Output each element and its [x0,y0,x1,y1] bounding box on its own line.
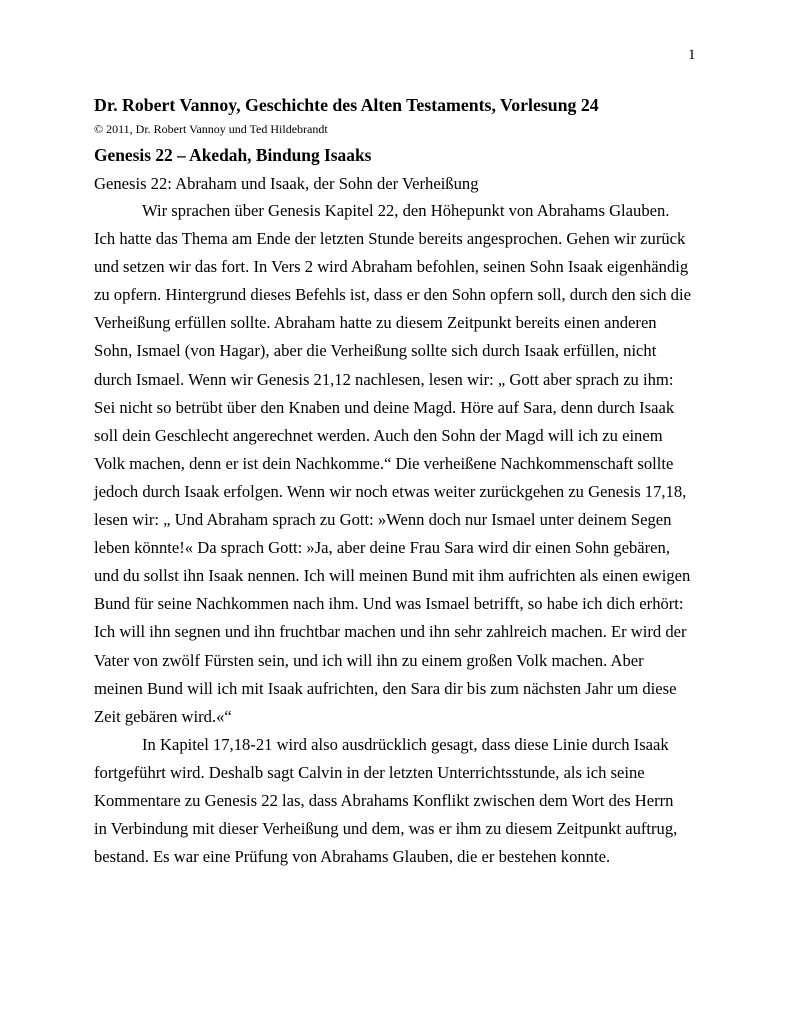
paragraph-2 [94,731,714,871]
document-title: Dr. Robert Vannoy, Geschichte des Alten Testaments, Vorlesung 24 [94,95,599,115]
text-line: und setzen wir das fort. In Vers 2 wird Abraham befohlen, seinen Sohn Isaak eigenhändig [94,257,689,277]
text-line: Volk machen, denn er ist dein Nachkomme.“ Die verheißene Nachkommenschaft sollte [94,453,674,473]
text-line: Vater von zwölf Fürsten sein, und ich will ihn zu einem großen Volk machen. Aber [94,650,644,670]
text-line: zu opfern. Hintergrund dieses Befehls ist, dass er den Sohn opfern soll, durch den sich die [94,285,691,305]
text-line: meinen Bund will ich mit Isaak aufrichten, den Sara dir bis zum nächsten Jahr um diese [94,678,677,698]
text-line: In Kapitel 17,18-21 wird also ausdrücklich gesagt, dass diese Linie durch Isaak [142,734,669,754]
text-line: Ich hatte das Thema am Ende der letzten Stunde bereits angesprochen. Gehen wir zurück [94,229,686,249]
text-line: soll dein Geschlecht angerechnet werden. Auch den Sohn der Magd will ich zu einem [94,425,663,445]
text-line: Verheißung erfüllen sollte. Abraham hatte zu diesem Zeitpunkt bereits einen anderen [94,313,657,333]
paragraph-1 [94,197,714,731]
page-number: 1 [688,47,696,63]
text-line: bestand. Es war eine Prüfung von Abrahams Glauben, die er bestehen konnte. [94,847,611,867]
text-line: leben könnte!« Da sprach Gott: »Ja, aber deine Frau Sara wird dir einen Sohn gebären, [94,538,670,558]
text-line: lesen wir: „ Und Abraham sprach zu Gott: »Wenn doch nur Ismael unter deinem Segen [94,510,672,530]
document-body [94,94,714,871]
text-line: in Verbindung mit dieser Verheißung und dem, was er ihm zu diesem Zeitpunkt auftrug, [94,819,678,839]
text-line: jedoch durch Isaak erfolgen. Wenn wir noch etwas weiter zurückgehen zu Genesis 17,18, [94,481,687,501]
text-line: Ich will ihn segnen und ihn fruchtbar machen und ihn sehr zahlreich machen. Er wird der [94,622,687,642]
text-line: Sei nicht so betrübt über den Knaben und deine Magd. Höre auf Sara, denn durch Isaak [94,397,675,417]
text-line: Sohn, Ismael (von Hagar), aber die Verheißung sollte sich durch Isaak erfüllen, nicht [94,341,657,361]
text-line: Wir sprachen über Genesis Kapitel 22, den Höhepunkt von Abrahams Glauben. [142,201,670,220]
text-line: Bund für seine Nachkommen nach ihm. Und was Ismael betrifft, so habe ich dich erhört: [94,594,684,614]
text-line: und du sollst ihn Isaak nennen. Ich will meinen Bund mit ihm aufrichten als einen ewigen [94,566,691,586]
text-line: Zeit gebären wird.«“ [94,706,232,726]
text-line: durch Ismael. Wenn wir Genesis 21,12 nachlesen, lesen wir: „ Gott aber sprach zu ihm: [94,369,674,389]
text-line: fortgeführt wird. Deshalb sagt Calvin in der letzten Unterrichtsstunde, als ich seine [94,762,645,782]
section-subheading: Genesis 22: Abraham und Isaak, der Sohn der Verheißung [94,174,479,193]
section-heading: Genesis 22 – Akedah, Bindung Isaaks [94,145,372,165]
copyright-notice: © 2011, Dr. Robert Vannoy und Ted Hildebrandt [94,122,328,136]
text-line: Kommentare zu Genesis 22 las, dass Abrahams Konflikt zwischen dem Wort des Herrn [94,790,674,810]
